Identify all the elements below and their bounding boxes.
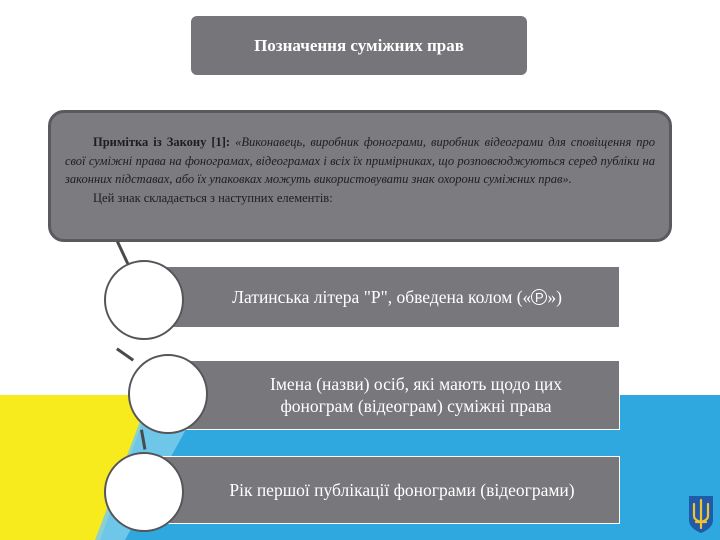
element-item-1-text: Латинська літера "P", обведена колом (« P ») bbox=[232, 287, 562, 307]
slide-title bbox=[191, 16, 527, 75]
element-item-1 bbox=[144, 266, 620, 328]
bullet-circle-3 bbox=[104, 452, 184, 532]
ukraine-trident-icon bbox=[686, 494, 716, 534]
slide-title-text: Позначення суміжних прав bbox=[254, 35, 464, 55]
element-item-2-text: Імена (назви) осіб, які мають щодо цих фонограм (відеограм) суміжні права bbox=[270, 374, 562, 416]
connector-line bbox=[116, 348, 134, 362]
law-note-quote: «Виконавець, виробник фонограми, виробник відеограми для сповіщення про свої суміжні права на фонограмах, відеограмах і всіх їх примірниках, що розповсюджуються серед публіки на законних підставах, або їх упаковках можуть використовувати знак охорони суміжних прав». bbox=[65, 135, 656, 186]
bullet-circle-2 bbox=[128, 354, 208, 434]
law-note-second: Цей знак складається з наступних елементів: bbox=[93, 190, 333, 205]
bullet-circle-1 bbox=[104, 260, 184, 340]
law-note-lead: Примітка із Закону [1]: bbox=[93, 135, 231, 149]
law-note-paragraph bbox=[65, 133, 655, 189]
element-item-2 bbox=[172, 360, 620, 430]
sound-recording-copyright-icon: P bbox=[531, 289, 547, 305]
element-item-3 bbox=[144, 456, 620, 524]
law-note-box bbox=[48, 110, 672, 242]
element-item-3-text: Рік першої публікації фонограми (відеограми) bbox=[229, 480, 575, 500]
